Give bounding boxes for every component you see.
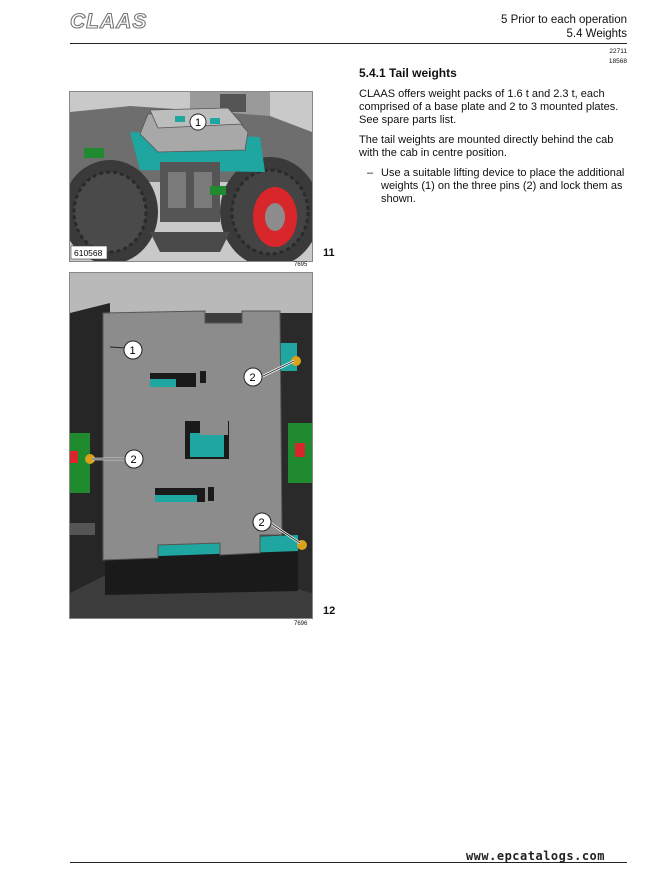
image-label: 610568 <box>74 248 103 258</box>
running-header <box>501 13 627 41</box>
callout-2a-label: 2 <box>249 372 256 384</box>
claas-logo <box>70 10 156 32</box>
callout-2c-label: 2 <box>258 517 265 529</box>
instruction-step <box>367 167 629 206</box>
watermark-link[interactable]: www.epcatalogs.com <box>465 849 605 863</box>
figure2-number: 12 <box>323 605 336 617</box>
callout-1-label: 1 <box>129 345 136 357</box>
tractor-illustration <box>70 92 312 261</box>
figure-tractor-rear <box>69 91 313 262</box>
section-title: 5.4 Weights <box>566 28 627 40</box>
doc-code-top: 22711 <box>609 48 627 55</box>
paragraph-weight-packs: CLAAS offers weight packs of 1.6 t and 2.3 t, each comprised of a base plate and 2 to 3 mounted plates. See spare parts list. <box>359 88 619 126</box>
brand-text: CLAAS <box>70 10 148 32</box>
paragraph-mounting-position: The tail weights are mounted directly behind the cab with the cab in centre position. <box>359 134 614 159</box>
figure1-code: 7695 <box>294 262 308 268</box>
doc-codes <box>609 47 627 67</box>
figure-weight-plate <box>69 272 313 619</box>
doc-code-bottom: 18568 <box>608 58 627 65</box>
instruction-text: Use a suitable lifting device to place the additional weights (1) on the three pins (2) and lock them as shown. <box>381 167 625 205</box>
chapter-title: 5 Prior to each operation <box>501 14 627 26</box>
section-heading: 5.4.1 Tail weights <box>359 66 457 80</box>
callout-1-label: 1 <box>195 117 202 129</box>
figure2-code: 7696 <box>294 621 308 627</box>
weight-plate-illustration <box>70 273 312 618</box>
callout-2b-label: 2 <box>130 454 137 466</box>
footer-divider <box>70 862 627 863</box>
header-divider <box>70 43 627 44</box>
bullet-marker: – <box>367 167 374 179</box>
figure1-number: 11 <box>323 247 335 259</box>
